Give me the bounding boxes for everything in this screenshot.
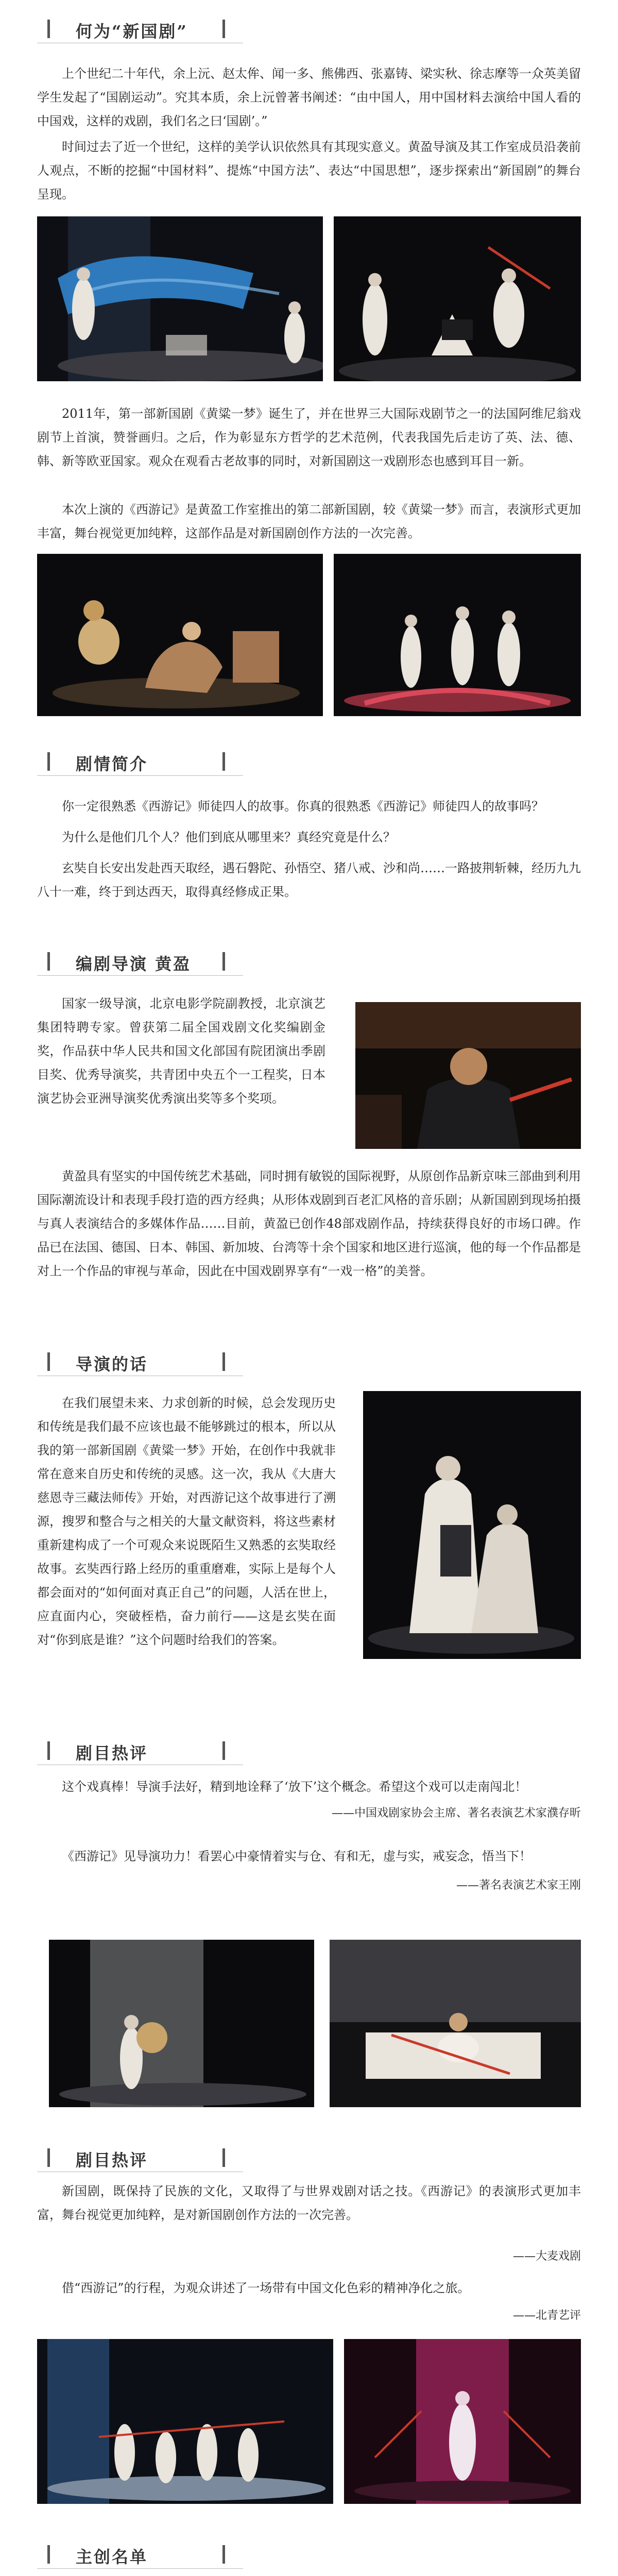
header-bar-right <box>222 2148 225 2167</box>
section-title-staff: 主创名单 <box>76 2547 148 2567</box>
synopsis-paragraph-2: 为什么是他们几个人？他们到底从哪里来？真经究竟是什么？ <box>62 830 396 844</box>
header-underline <box>37 775 243 776</box>
history-paragraph-2: 时间过去了近一个世纪，这样的美学认识依然具有其现实意义。黄盈导演及其工作室成员沿袭前人观点，不断的挖掘“中国材料”、提炼“中国方法”、表达“中国思想”，逐步探索出“新国剧”的舞台呈现。 <box>37 140 581 201</box>
section-header-staff <box>37 2540 243 2569</box>
review2-quote-2: 借“西游记”的行程，为观众讲述了一场带有中国文化色彩的精神净化之旅。 <box>62 2281 470 2295</box>
stage-photo-red-light-art <box>344 2339 581 2504</box>
stage-photo-kneeling <box>37 554 323 716</box>
section-title-synopsis: 剧情简介 <box>76 754 148 774</box>
stage-photo-two-white-robes <box>363 1391 581 1659</box>
review2-credit-2: ——北青艺评 <box>512 2309 581 2322</box>
review-credit-2: ——著名表演艺术家王刚 <box>456 1879 581 1892</box>
header-bar-right <box>222 952 225 971</box>
stage-photo-lying-figures-art <box>330 1940 581 2107</box>
section-header-history <box>37 14 243 43</box>
section-header-reviews-2 <box>37 2143 243 2172</box>
stage-photo-kneeling-art <box>37 554 323 716</box>
synopsis-paragraph-1: 你一定很熟悉《西游记》师徒四人的故事。你真的很熟悉《西游记》师徒四人的故事吗？ <box>62 799 544 814</box>
director-portrait-art <box>355 1002 581 1149</box>
words-paragraph-1: 在我们展望未来、力求创新的时候，总会发现历史和传统是我们最不应该也最不能够跳过的根本，所以从我的第一部新国剧《黄粱一梦》开始，在创作中我就非常在意来自历史和传统的灵感。这一次，我从《大唐大慈恩寺三藏法师传》开始，对西游记这个故事进行了溯源，搜罗和整合与之相关的大量文献资料，将这些素材重新建构成了一个可观众来说既陌生又熟悉的玄奘取经故事。玄奘西行路上经历的重重磨难，实际上是每个人都会面对的“如何面对真正自己”的问题，人活在世上，应直面内心，突破桎梏，奋力前行——这是玄奘在面对“你到底是谁？”这个问题时给我们的答案。 <box>37 1396 336 1647</box>
section-title-director: 编剧导演 黄盈 <box>76 954 192 974</box>
stage-photo-two-white-robes-art <box>363 1391 581 1659</box>
section-header-synopsis <box>37 747 243 776</box>
header-bar-right <box>222 2545 225 2564</box>
review-quote-1: 这个戏真棒！导演手法好，精到地诠释了‘放下’这个概念。希望这个戏可以走南闯北！ <box>62 1780 527 1794</box>
header-bar-right <box>222 20 225 38</box>
header-bar-left <box>47 752 50 771</box>
stage-photo-red-staff <box>334 216 581 381</box>
history-paragraph-4: 本次上演的《西游记》是黄盈工作室推出的第二部新国剧，较《黄粱一梦》而言，表演形式更加丰富，舞台视觉更加纯粹，这部作品是对新国剧创作方法的一次完善。 <box>37 502 581 540</box>
stage-photo-blue-flag-art <box>37 216 323 381</box>
header-underline <box>37 2568 243 2569</box>
review2-quote-1: 新国剧，既保持了民族的文化，又取得了与世界戏剧对话之技。《西游记》的表演形式更加丰富，舞台视觉更加纯粹，是对新国剧创作方法的一次完善。 <box>37 2184 581 2222</box>
stage-photo-ensemble-blue-art <box>37 2339 333 2504</box>
header-bar-right <box>222 752 225 771</box>
history-paragraph-1: 上个世纪二十年代，余上沅、赵太侔、闻一多、熊佛西、张嘉铸、梁实秋、徐志摩等一众英美留学生发起了“国剧运动”。究其本质，余上沅曾著书阐述：“由中国人，用中国材料去演给中国人看的中国戏，这样的戏剧，我们名之曰‘国剧’。” <box>37 66 581 128</box>
section-title-reviews-2: 剧目热评 <box>76 2150 148 2170</box>
director-paragraph-2: 黄盈具有坚实的中国传统艺术基础，同时拥有敏锐的国际视野，从原创作品新京味三部曲到利用国际潮流设计和表现手段打造的西方经典；从形体戏剧到百老汇风格的音乐剧；从新国剧到现场拍摄与真人表演结合的多媒体作品……目前，黄盈已创作48部戏剧作品，持续获得良好的市场口碑。作品已在法国、德国、日本、韩国、新加坡、台湾等十余个国家和地区进行巡演，他的每一个作品都是对上一个作品的审视与革命，因此在中国戏剧界享有“一戏一格”的美誉。 <box>37 1169 581 1278</box>
header-bar-right <box>222 1741 225 1760</box>
section-header-director <box>37 947 243 976</box>
review2-credit-1: ——大麦戏剧 <box>512 2250 581 2263</box>
header-bar-left <box>47 2148 50 2167</box>
stage-photo-blue-flag <box>37 216 323 381</box>
stage-photo-drum-art <box>49 1940 314 2107</box>
stage-photo-three-figures <box>334 554 581 716</box>
review-quote-2: 《西游记》见导演功力！看罢心中豪情着实与仓、有和无，虚与实，戒妄念，悟当下！ <box>62 1849 531 1863</box>
header-bar-left <box>47 20 50 38</box>
stage-photo-red-light <box>344 2339 581 2504</box>
section-title-reviews: 剧目热评 <box>76 1743 148 1763</box>
stage-photo-lying-figures <box>330 1940 581 2107</box>
header-bar-left <box>47 2545 50 2564</box>
synopsis-paragraph-3: 玄奘自长安出发赴西天取经，遇石磐陀、孙悟空、猪八戒、沙和尚……一路披荆斩棘，经历九九八十一难，终于到达西天，取得真经修成正果。 <box>37 861 581 899</box>
director-paragraph-1: 国家一级导演，北京电影学院副教授，北京演艺集团特聘专家。曾获第二届全国戏剧文化奖编剧金奖，作品获中华人民共和国文化部国有院团演出季剧目奖、优秀导演奖，共青团中央五个一工程奖，日本演艺协会亚洲导演奖优秀演出奖等多个奖项。 <box>37 996 325 1106</box>
stage-photo-red-staff-art <box>334 216 581 381</box>
section-header-words <box>37 1347 243 1376</box>
review-credit-1: ——中国戏剧家协会主席、著名表演艺术家濮存昕 <box>331 1807 581 1820</box>
stage-photo-drum <box>49 1940 314 2107</box>
history-paragraph-3: 2011年，第一部新国剧《黄粱一梦》诞生了，并在世界三大国际戏剧节之一的法国阿维尼翁戏剧节上首演，赞誉画归。之后，作为彰显东方哲学的艺术范例，代表我国先后走访了英、法、德、韩、新等欧亚国家。观众在观看古老故事的同时，对新国剧这一戏剧形态也感到耳目一新。 <box>37 406 581 468</box>
header-bar-right <box>222 1352 225 1371</box>
section-title-history: 何为“新国剧” <box>76 22 188 41</box>
section-title-words: 导演的话 <box>76 1354 148 1374</box>
stage-photo-ensemble-blue <box>37 2339 333 2504</box>
stage-photo-three-figures-art <box>334 554 581 716</box>
header-underline <box>37 975 243 976</box>
header-bar-left <box>47 1741 50 1760</box>
header-bar-left <box>47 952 50 971</box>
section-header-reviews <box>37 1736 243 1765</box>
director-portrait-photo <box>355 1002 581 1149</box>
header-bar-left <box>47 1352 50 1371</box>
